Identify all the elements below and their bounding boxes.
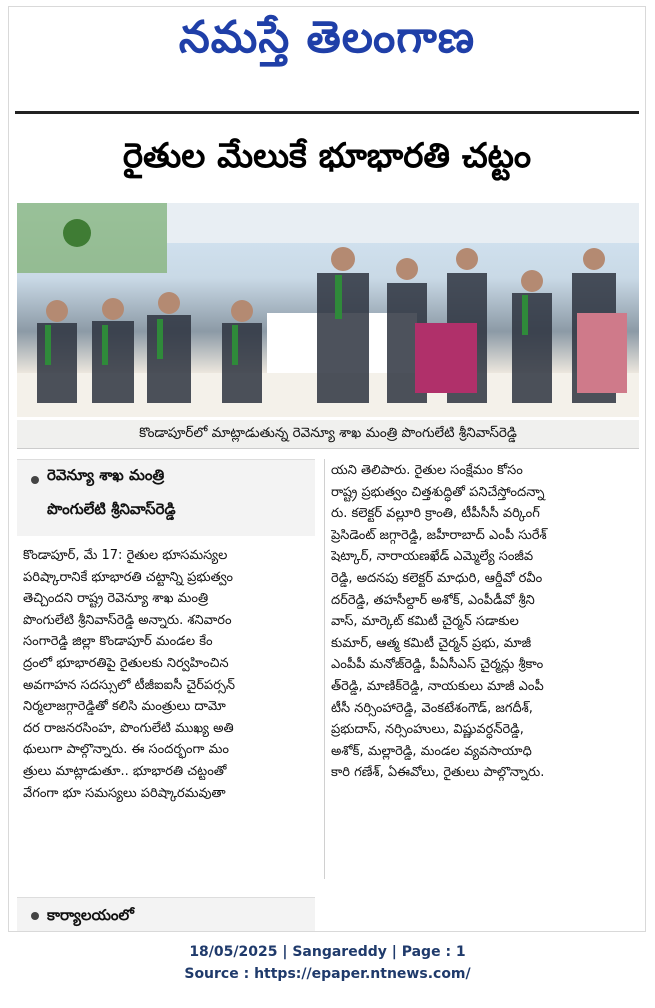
bullet-icon [31,912,39,920]
newspaper-clipping [8,6,646,932]
article-line: దర్‌రెడ్డి, తహసీల్దార్ అశోక్, ఎంపీడీవో శ్రీని [331,592,535,608]
article-line: త్రులు మాట్లాడుతూ.. భూభారతి చట్టంతో [23,763,227,779]
footer-edition-info: 18/05/2025 | Sangareddy | Page : 1 [189,944,466,960]
article-line: ద్రంలో భూభారతిపై రైతులకు నిర్వహించిన [23,655,229,671]
article-line: థులుగా పాల్గొన్నారు. ఈ సందర్భంగా మం [23,742,229,758]
article-line: తెచ్చిందని రాష్ట్ర రెవెన్యూ శాఖ మంత్రి [23,591,209,607]
masthead [9,7,645,79]
photo-caption [17,420,639,449]
next-story-subhead-text: కార్యాలయంలో [47,906,134,924]
article-line: సంగారెడ్డి జిల్లా కొండాపూర్ మండల కేం [23,634,213,650]
article-line: ప్రెసిడెంట్ జగ్గారెడ్డి, జహీరాబాద్ ఎంపీ సురేశ్ [331,527,547,543]
article-line: రాష్ట్ర ప్రభుత్వం చిత్తశుద్ధితో పనిచేస్తోందన్నా [331,484,545,500]
article-line: రు. కలెక్టర్ వల్లూరి క్రాంతి, టీపీసీసీ వర్కింగ్ [331,506,540,522]
event-photo-illustration [17,203,639,417]
article-line: కుమార్, ఆత్మ కమిటీ చైర్మన్ ప్రభు, మాజీ [331,635,532,651]
subhead-line-1: రెవెన్యూ శాఖ మంత్రి [47,466,165,484]
article-line: టీసీ నర్సింహారెడ్డి, వెంకటేశంగౌడ్, జగదీశ్, [331,700,533,716]
masthead-rule [15,111,639,114]
footer-source: Source : https://epaper.ntnews.com/ [184,966,471,982]
article-line: అవగాహన సదస్సులో టీజీఐఐసీ చైర్‌పర్సన్ [23,677,236,693]
article-column-right [331,460,643,784]
article-line: పొంగులేటి శ్రీనివాస్‌రెడ్డి అన్నారు. శనివారం [23,612,232,628]
article-line: వేగంగా భూ సమస్యలు పరిష్కారమవుతా [23,785,226,801]
article-line: అశోక్, మల్లారెడ్డి, మండల వ్యవసాయాధి [331,743,532,759]
next-story-subhead [17,897,315,932]
subhead-line-2: పొంగులేటి శ్రీనివాస్‌రెడ్డి [47,500,176,518]
article-line: యని తెలిపారు. రైతుల సంక్షేమం కోసం [331,463,523,478]
article-line: నిర్మలాజగ్గారెడ్డితో కలిసి మంత్రులు దామో [23,699,226,715]
article-line: కొండాపూర్, మే 17: రైతుల భూసమస్యల [23,548,228,563]
article-column-left [23,545,323,804]
event-photo [17,203,639,417]
headline-text: రైతుల మేలుకే భూభారతి చట్టం [122,136,532,176]
article-line: రెడ్డి, అదనపు కలెక్టర్ మాధురి, ఆర్డీవో రవీం [331,570,543,586]
article-line: పరిష్కారానికే భూభారతి చట్టాన్ని ప్రభుత్వం [23,569,233,585]
masthead-title: నమస్తే తెలంగాణ [178,12,476,63]
headline [9,125,645,195]
article-line: త్‌రెడ్డి, మాణిక్‌రెడ్డి, నాయకులు మాజీ ఎంపీ [331,678,544,694]
article-line: ప్రభుదాస్, నర్సింహులు, విష్ణువర్ధన్‌రెడ్డి, [331,722,524,738]
column-divider [324,459,325,879]
article-line: ఎంపీపీ మనోజ్‌రెడ్డి, పీఏసీఎస్ చైర్మన్లు శ్రీకాం [331,657,544,673]
article-line: కారి గణేశ్, ఏఈవోలు, రైతులు పాల్గొన్నారు. [331,765,545,781]
article-line: దర రాజనరసింహ, పొంగులేటి ముఖ్య అతి [23,720,234,736]
article-line: వాస్, మార్కెట్ కమిటీ చైర్మన్ సడాకుల [331,614,519,630]
article-subhead [17,459,315,536]
photo-caption-text: కొండాపూర్‌లో మాట్లాడుతున్న రెవెన్యూ శాఖ మంత్రి పొంగులేటి శ్రీనివాస్‌రెడ్డి [139,424,517,441]
article-line: షెట్కార్, నారాయణఖేడ్ ఎమ్మెల్యే సంజీవ [331,549,534,565]
bullet-icon [31,476,39,484]
